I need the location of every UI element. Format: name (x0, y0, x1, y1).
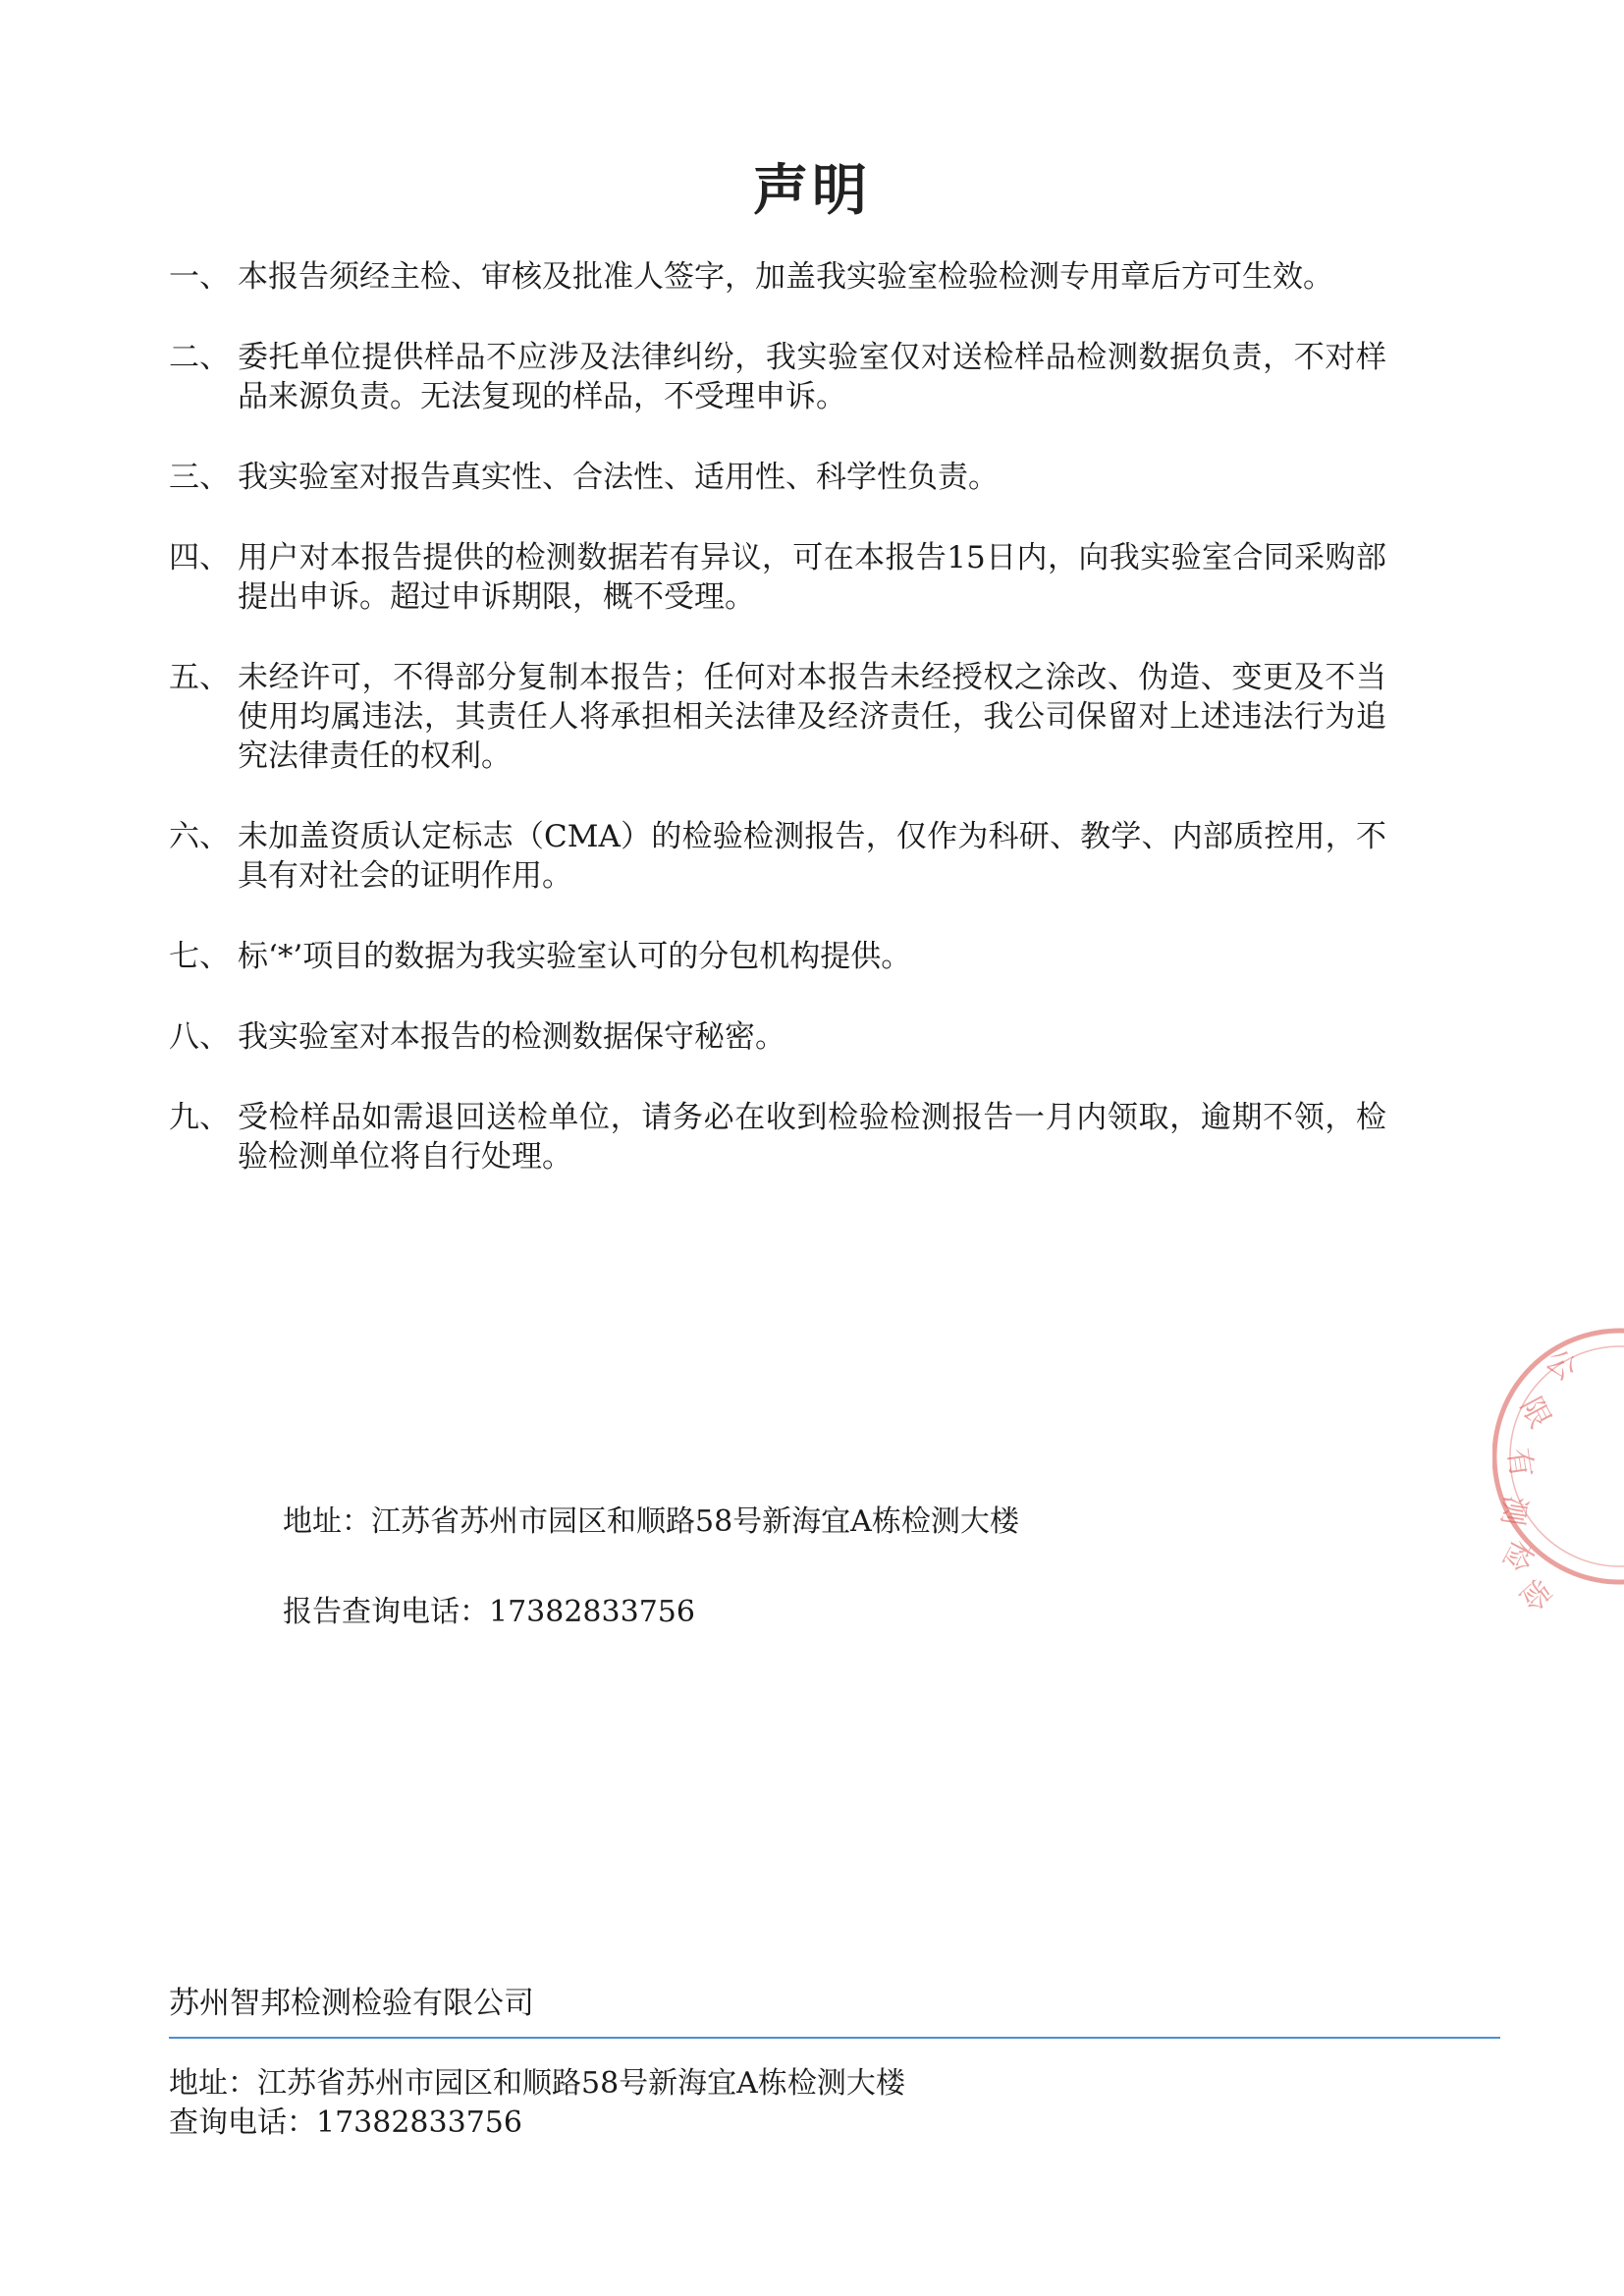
page-title: 声明 (753, 159, 871, 223)
clause-text: 受检样品如需退回送检单位，请务必在收到检验检测报告一月内领取，逾期不领，检验检测单位将自行处理。 (238, 1100, 1386, 1175)
clause-text: 用户对本报告提供的检测数据若有异议，可在本报告15日内，向我实验室合同采购部提出申诉。超过申诉期限，概不受理。 (238, 540, 1386, 615)
contact-phone: 报告查询电话：17382833756 (283, 1595, 695, 1629)
footer-phone: 查询电话：17382833756 (169, 2105, 522, 2140)
clause-text: 未经许可，不得部分复制本报告；任何对本报告未经授权之涂改、伪造、变更及不当使用均属违法，其责任人将承担相关法律及经济责任，我公司保留对上述违法行为追究法律责任的权利。 (238, 660, 1386, 774)
clause-item (169, 458, 1386, 497)
contact-block (283, 1503, 1019, 1683)
clause-item (169, 1098, 1386, 1176)
clause-list (169, 257, 1386, 1218)
clause-item (169, 338, 1386, 416)
clause-number: 七、 (169, 939, 230, 974)
clause-text: 未加盖资质认定标志（CMA）的检验检测报告，仅作为科研、教学、内部质控用，不具有对社会的证明作用。 (238, 819, 1386, 894)
footer-divider (169, 2037, 1500, 2039)
footer-address: 地址：江苏省苏州市园区和顺路58号新海宜A栋检测大楼 (169, 2066, 905, 2101)
clause-item (169, 1017, 1386, 1057)
svg-text:有: 有 (1500, 1446, 1539, 1480)
svg-text:测: 测 (1493, 1493, 1533, 1528)
clause-number: 五、 (169, 660, 230, 695)
clause-text: 标‘*’项目的数据为我实验室认可的分包机构提供。 (238, 939, 912, 974)
footer-company-name: 苏州智邦检测检验有限公司 (169, 1986, 534, 2021)
clause-item (169, 817, 1386, 896)
clause-item (169, 658, 1386, 776)
clause-item (169, 937, 1386, 976)
page-footer (169, 1984, 1500, 2143)
clause-number: 一、 (169, 259, 230, 295)
clause-text: 委托单位提供样品不应涉及法律纠纷，我实验室仅对送检样品检测数据负责，不对样品来源负责。无法复现的样品，不受理申诉。 (238, 340, 1386, 414)
clause-item (169, 538, 1386, 617)
svg-text:限: 限 (1512, 1392, 1557, 1435)
clause-item (169, 257, 1386, 297)
company-seal-stamp (1492, 1294, 1624, 1618)
clause-number: 四、 (169, 540, 230, 575)
clause-number: 九、 (169, 1100, 230, 1135)
clause-number: 三、 (169, 460, 230, 495)
clause-number: 二、 (169, 340, 230, 375)
clause-text: 我实验室对报告真实性、合法性、适用性、科学性负责。 (238, 460, 999, 495)
clause-number: 六、 (169, 819, 230, 854)
clause-text: 本报告须经主检、审核及批准人签字，加盖我实验室检验检测专用章后方可生效。 (238, 259, 1333, 295)
clause-text: 我实验室对本报告的检测数据保守秘密。 (238, 1019, 785, 1055)
svg-text:检: 检 (1494, 1534, 1540, 1577)
svg-text:公: 公 (1538, 1342, 1584, 1389)
clause-number: 八、 (169, 1019, 230, 1055)
seal-lettering (1494, 1342, 1583, 1616)
contact-address: 地址：江苏省苏州市园区和顺路58号新海宜A栋检测大楼 (283, 1504, 1019, 1539)
svg-text:验: 验 (1512, 1571, 1558, 1617)
